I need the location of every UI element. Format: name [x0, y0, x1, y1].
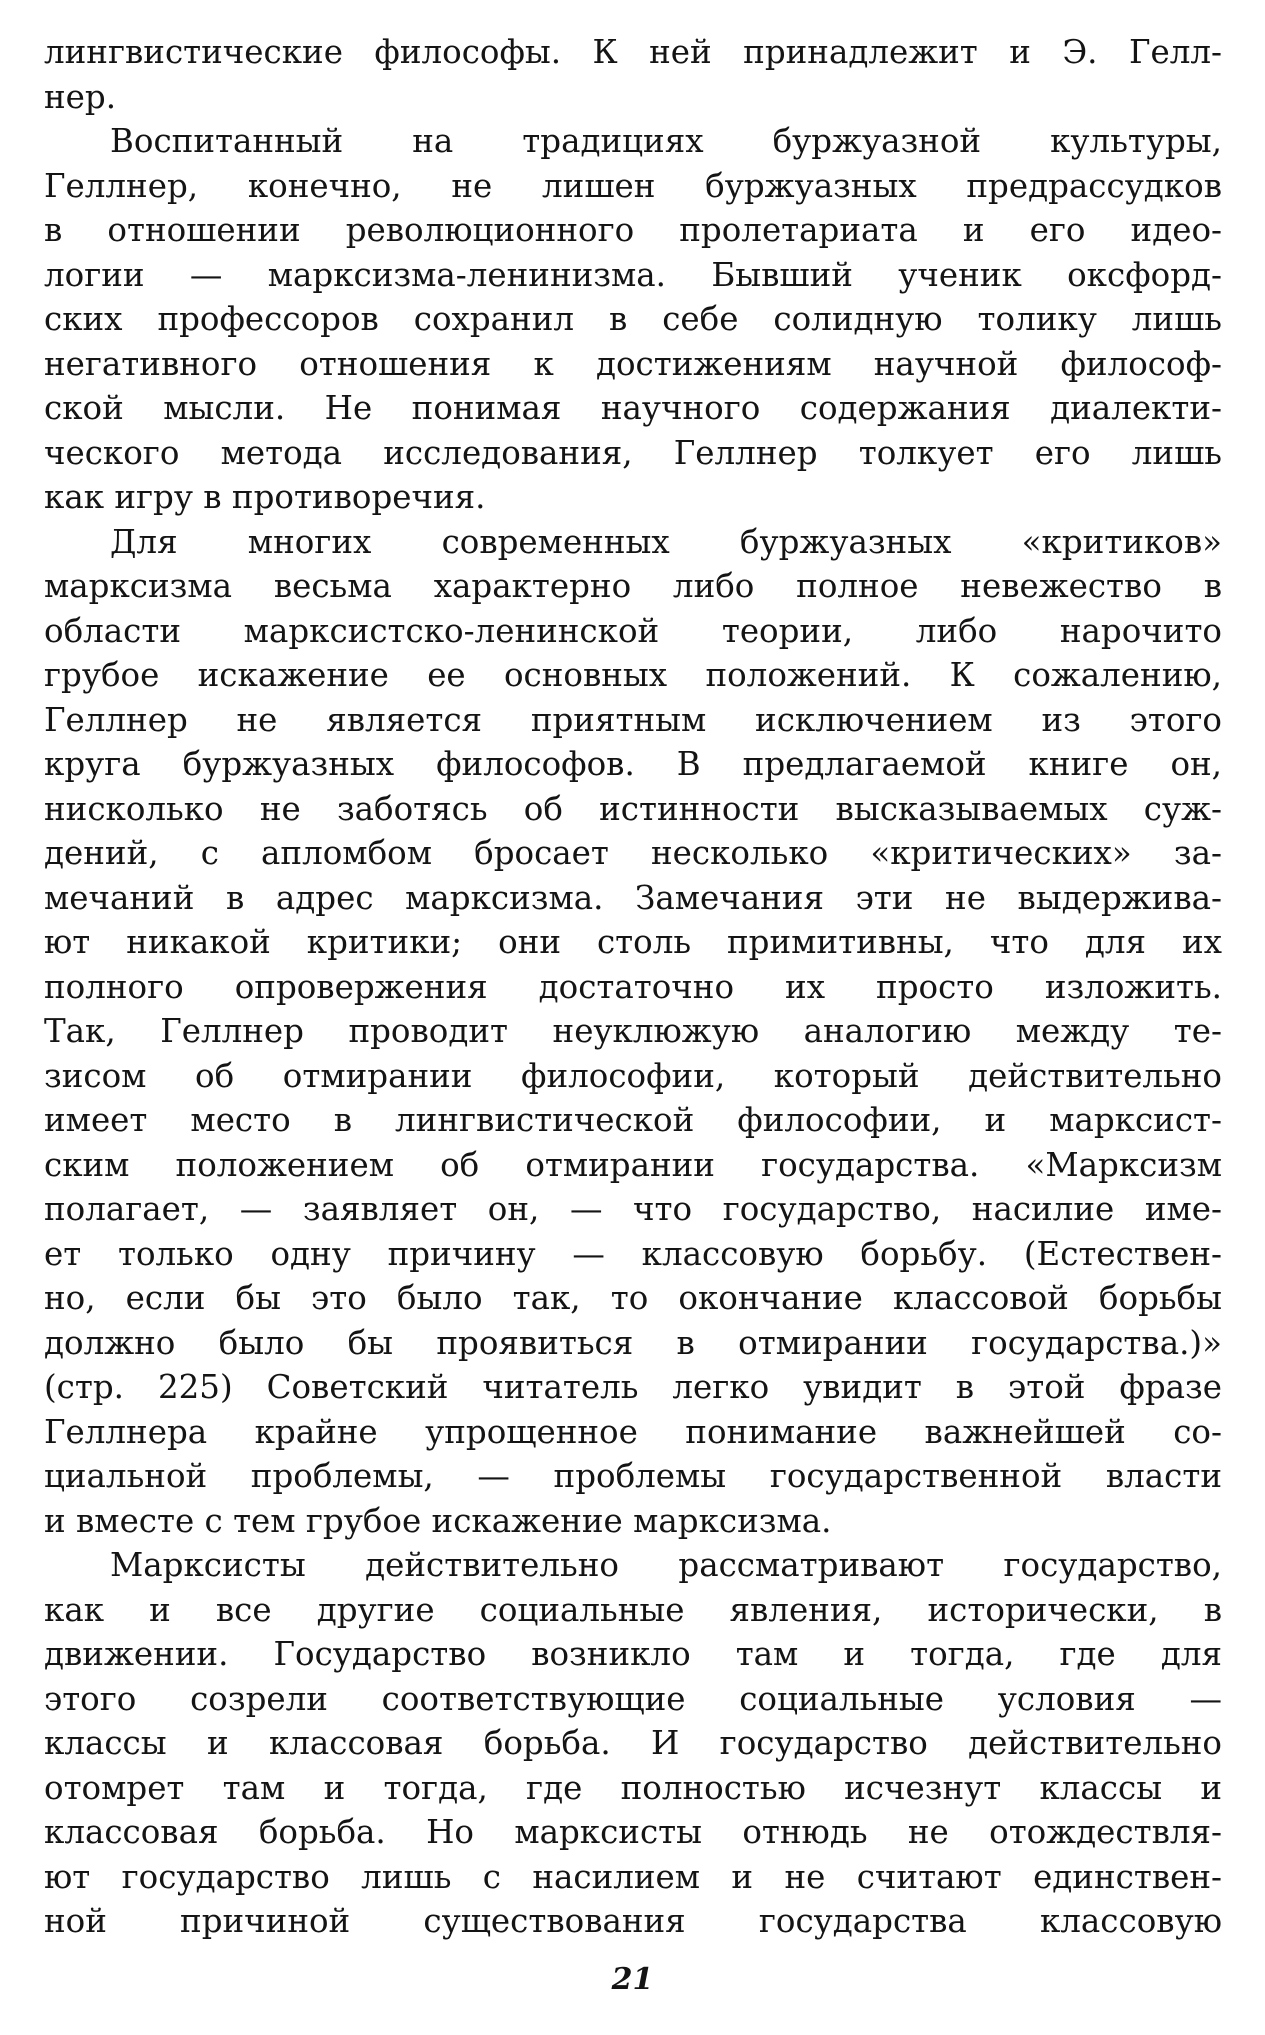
text-line: Геллнер, конечно, не лишен буржуазных предрассудков	[44, 166, 1222, 205]
text-line: области марксистско-ленинской теории, либо нарочито	[44, 611, 1222, 650]
text-line: полагает, — заявляет он, — что государство, насилие име-	[44, 1190, 1222, 1228]
text-line: круга буржуазных философов. В предлагаемой книге он,	[44, 745, 1222, 783]
text-line: Геллнера крайне упрощенное понимание важнейшей со-	[44, 1412, 1222, 1451]
text-line: Так, Геллнер проводит неуклюжую аналогию между те-	[44, 1012, 1222, 1050]
text-line: мечаний в адрес марксизма. Замечания эти не выдержива-	[44, 878, 1222, 917]
text-line: и вместе с тем грубое искажение марксизма.	[44, 1501, 832, 1540]
text-line: полного опровержения достаточно их просто изложить.	[44, 967, 1222, 1006]
page-number: 21	[611, 1962, 654, 1997]
text-line: Марксисты действительно рассматривают государство,	[110, 1546, 1222, 1584]
text-line: нер.	[44, 77, 117, 116]
text-line: этого созрели соответствующие социальные условия —	[44, 1679, 1222, 1718]
text-line: Воспитанный на традициях буржуазной культуры,	[110, 122, 1222, 160]
text-line: ских профессоров сохранил в себе солидную толику лишь	[44, 300, 1222, 338]
text-line: ет только одну причину — классовую борьбу. (Естествен-	[44, 1234, 1222, 1273]
text-line: Для многих современных буржуазных «критиков»	[110, 522, 1222, 561]
text-line: ют никакой критики; они столь примитивны, что для их	[44, 923, 1222, 961]
text-line: отомрет там и тогда, где полностью исчезнут классы и	[44, 1768, 1222, 1807]
text-line: негативного отношения к достижениям научной философ-	[44, 344, 1222, 383]
text-line: ют государство лишь с насилием и не считают единствен-	[44, 1857, 1222, 1896]
text-line: дений, с апломбом бросает несколько «критических» за-	[44, 834, 1222, 872]
text-line: как и все другие социальные явления, исторически, в	[44, 1590, 1222, 1629]
text-line: имеет место в лингвистической философии, и марксист-	[44, 1101, 1222, 1139]
text-line: в отношении революционного пролетариата и его идео-	[44, 211, 1222, 249]
text-line: классы и классовая борьба. И государство действительно	[44, 1724, 1222, 1762]
text-line: как игру в противоречия.	[44, 478, 486, 516]
text-line: зисом об отмирании философии, который действительно	[44, 1056, 1222, 1095]
text-line: нисколько не заботясь об истинности высказываемых суж-	[44, 789, 1222, 828]
text-line: лингвистические философы. К ней принадлежит и Э. Гелл-	[44, 33, 1222, 71]
text-line: Геллнер не является приятным исключением из этого	[44, 700, 1222, 739]
text-line: движении. Государство возникло там и тогда, где для	[44, 1635, 1222, 1673]
text-line: марксизма весьма характерно либо полное невежество в	[44, 567, 1222, 605]
text-line: циальной проблемы, — проблемы государственной власти	[44, 1457, 1222, 1495]
text-line: ческого метода исследования, Геллнер толкует его лишь	[44, 433, 1222, 472]
text-line: ской мысли. Не понимая научного содержания диалекти-	[44, 389, 1222, 427]
paragraph-3	[44, 520, 1222, 1544]
text-line: ским положением об отмирании государства. «Марксизм	[44, 1145, 1222, 1184]
text-line: ной причиной существования государства классовую	[44, 1902, 1222, 1940]
paragraph-1	[44, 30, 1222, 119]
text-line: но, если бы это было так, то окончание классовой борьбы	[44, 1279, 1222, 1317]
text-line: грубое искажение ее основных положений. К сожалению,	[44, 656, 1222, 694]
paragraph-2	[44, 119, 1222, 520]
text-line: логии — марксизма-ленинизма. Бывший ученик оксфорд-	[44, 255, 1222, 294]
text-line: классовая борьба. Но марксисты отнюдь не отождествля-	[44, 1813, 1222, 1851]
text-line: (стр. 225) Советский читатель легко увидит в этой фразе	[44, 1368, 1222, 1406]
paragraph-4	[44, 1543, 1222, 1944]
text-line: должно было бы проявиться в отмирании государства.)»	[44, 1323, 1222, 1362]
page-text	[44, 30, 1222, 1944]
